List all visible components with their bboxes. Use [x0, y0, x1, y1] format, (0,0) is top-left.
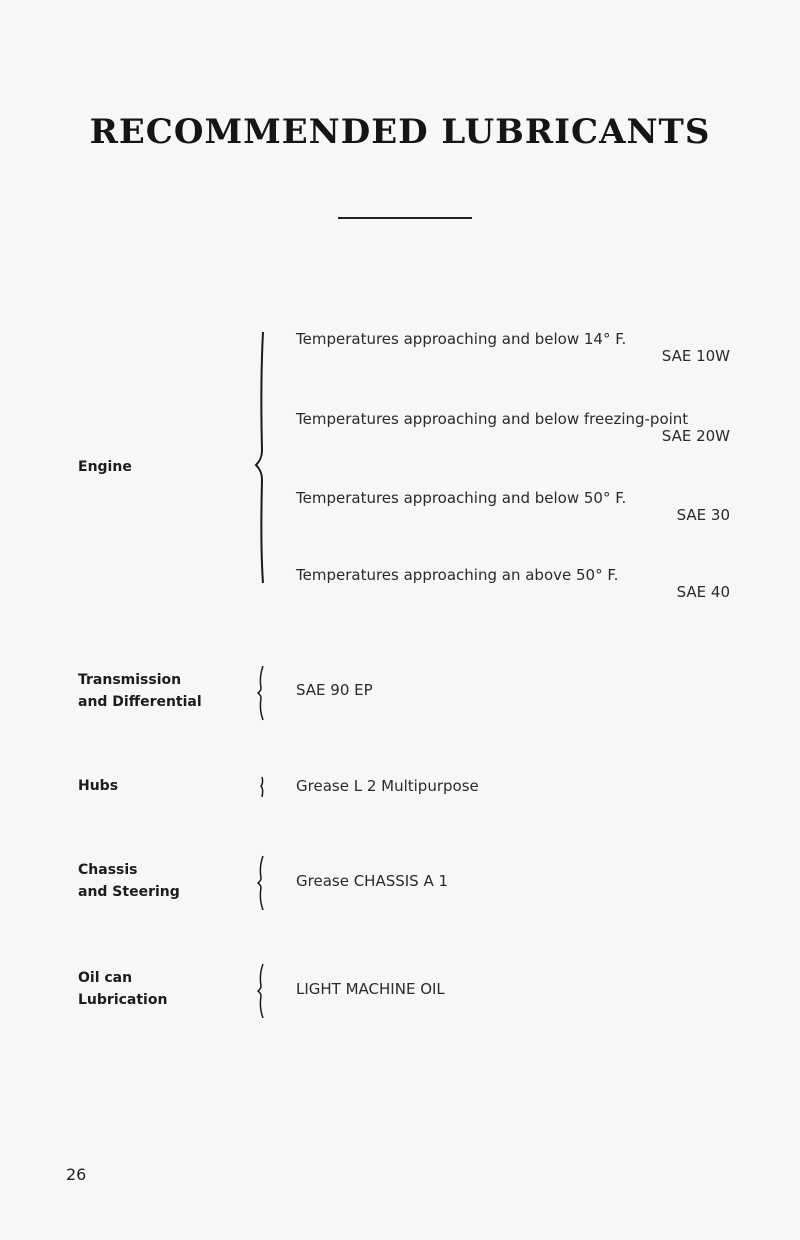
chassis-label-line2: and Steering [78, 884, 180, 900]
title-underline [338, 217, 472, 219]
page-number: 26 [66, 1165, 87, 1184]
engine-row [296, 490, 730, 524]
engine-condition: Temperatures approaching and below 50° F. [296, 489, 627, 507]
engine-condition: Temperatures approaching an above 50° F. [296, 566, 619, 584]
oil-can-label-line2: Lubrication [78, 992, 168, 1008]
chassis-spec: Grease CHASSIS A 1 [296, 872, 449, 890]
transmission-label-line1: Transmission [78, 672, 182, 688]
chassis-label-line1: Chassis [78, 862, 138, 878]
oil-can-label-line1: Oil can [78, 970, 133, 986]
engine-grade: SAE 10W [661, 347, 730, 365]
chassis-label [78, 859, 180, 903]
oil-can-spec: LIGHT MACHINE OIL [296, 980, 445, 998]
engine-grade: SAE 30 [676, 506, 730, 524]
engine-label: Engine [78, 459, 132, 475]
engine-grade: SAE 20W [661, 427, 730, 445]
transmission-spec: SAE 90 EP [296, 681, 373, 699]
oil-can-brace [254, 962, 268, 1020]
hubs-brace [256, 775, 268, 799]
engine-grade: SAE 40 [676, 583, 730, 601]
engine-row [296, 567, 730, 601]
engine-brace [252, 330, 272, 585]
chassis-brace [254, 854, 268, 912]
engine-row [296, 331, 730, 365]
oil-can-label [78, 967, 167, 1011]
engine-row [296, 411, 730, 445]
hubs-label: Hubs [78, 778, 119, 794]
transmission-label-line2: and Differential [78, 694, 202, 710]
hubs-spec: Grease L 2 Multipurpose [296, 777, 479, 795]
engine-condition: Temperatures approaching and below 14° F. [296, 330, 627, 348]
transmission-brace [254, 664, 268, 722]
transmission-label [78, 669, 202, 713]
engine-condition: Temperatures approaching and below freezing-point [296, 410, 689, 428]
page-title: RECOMMENDED LUBRICANTS [89, 112, 711, 152]
